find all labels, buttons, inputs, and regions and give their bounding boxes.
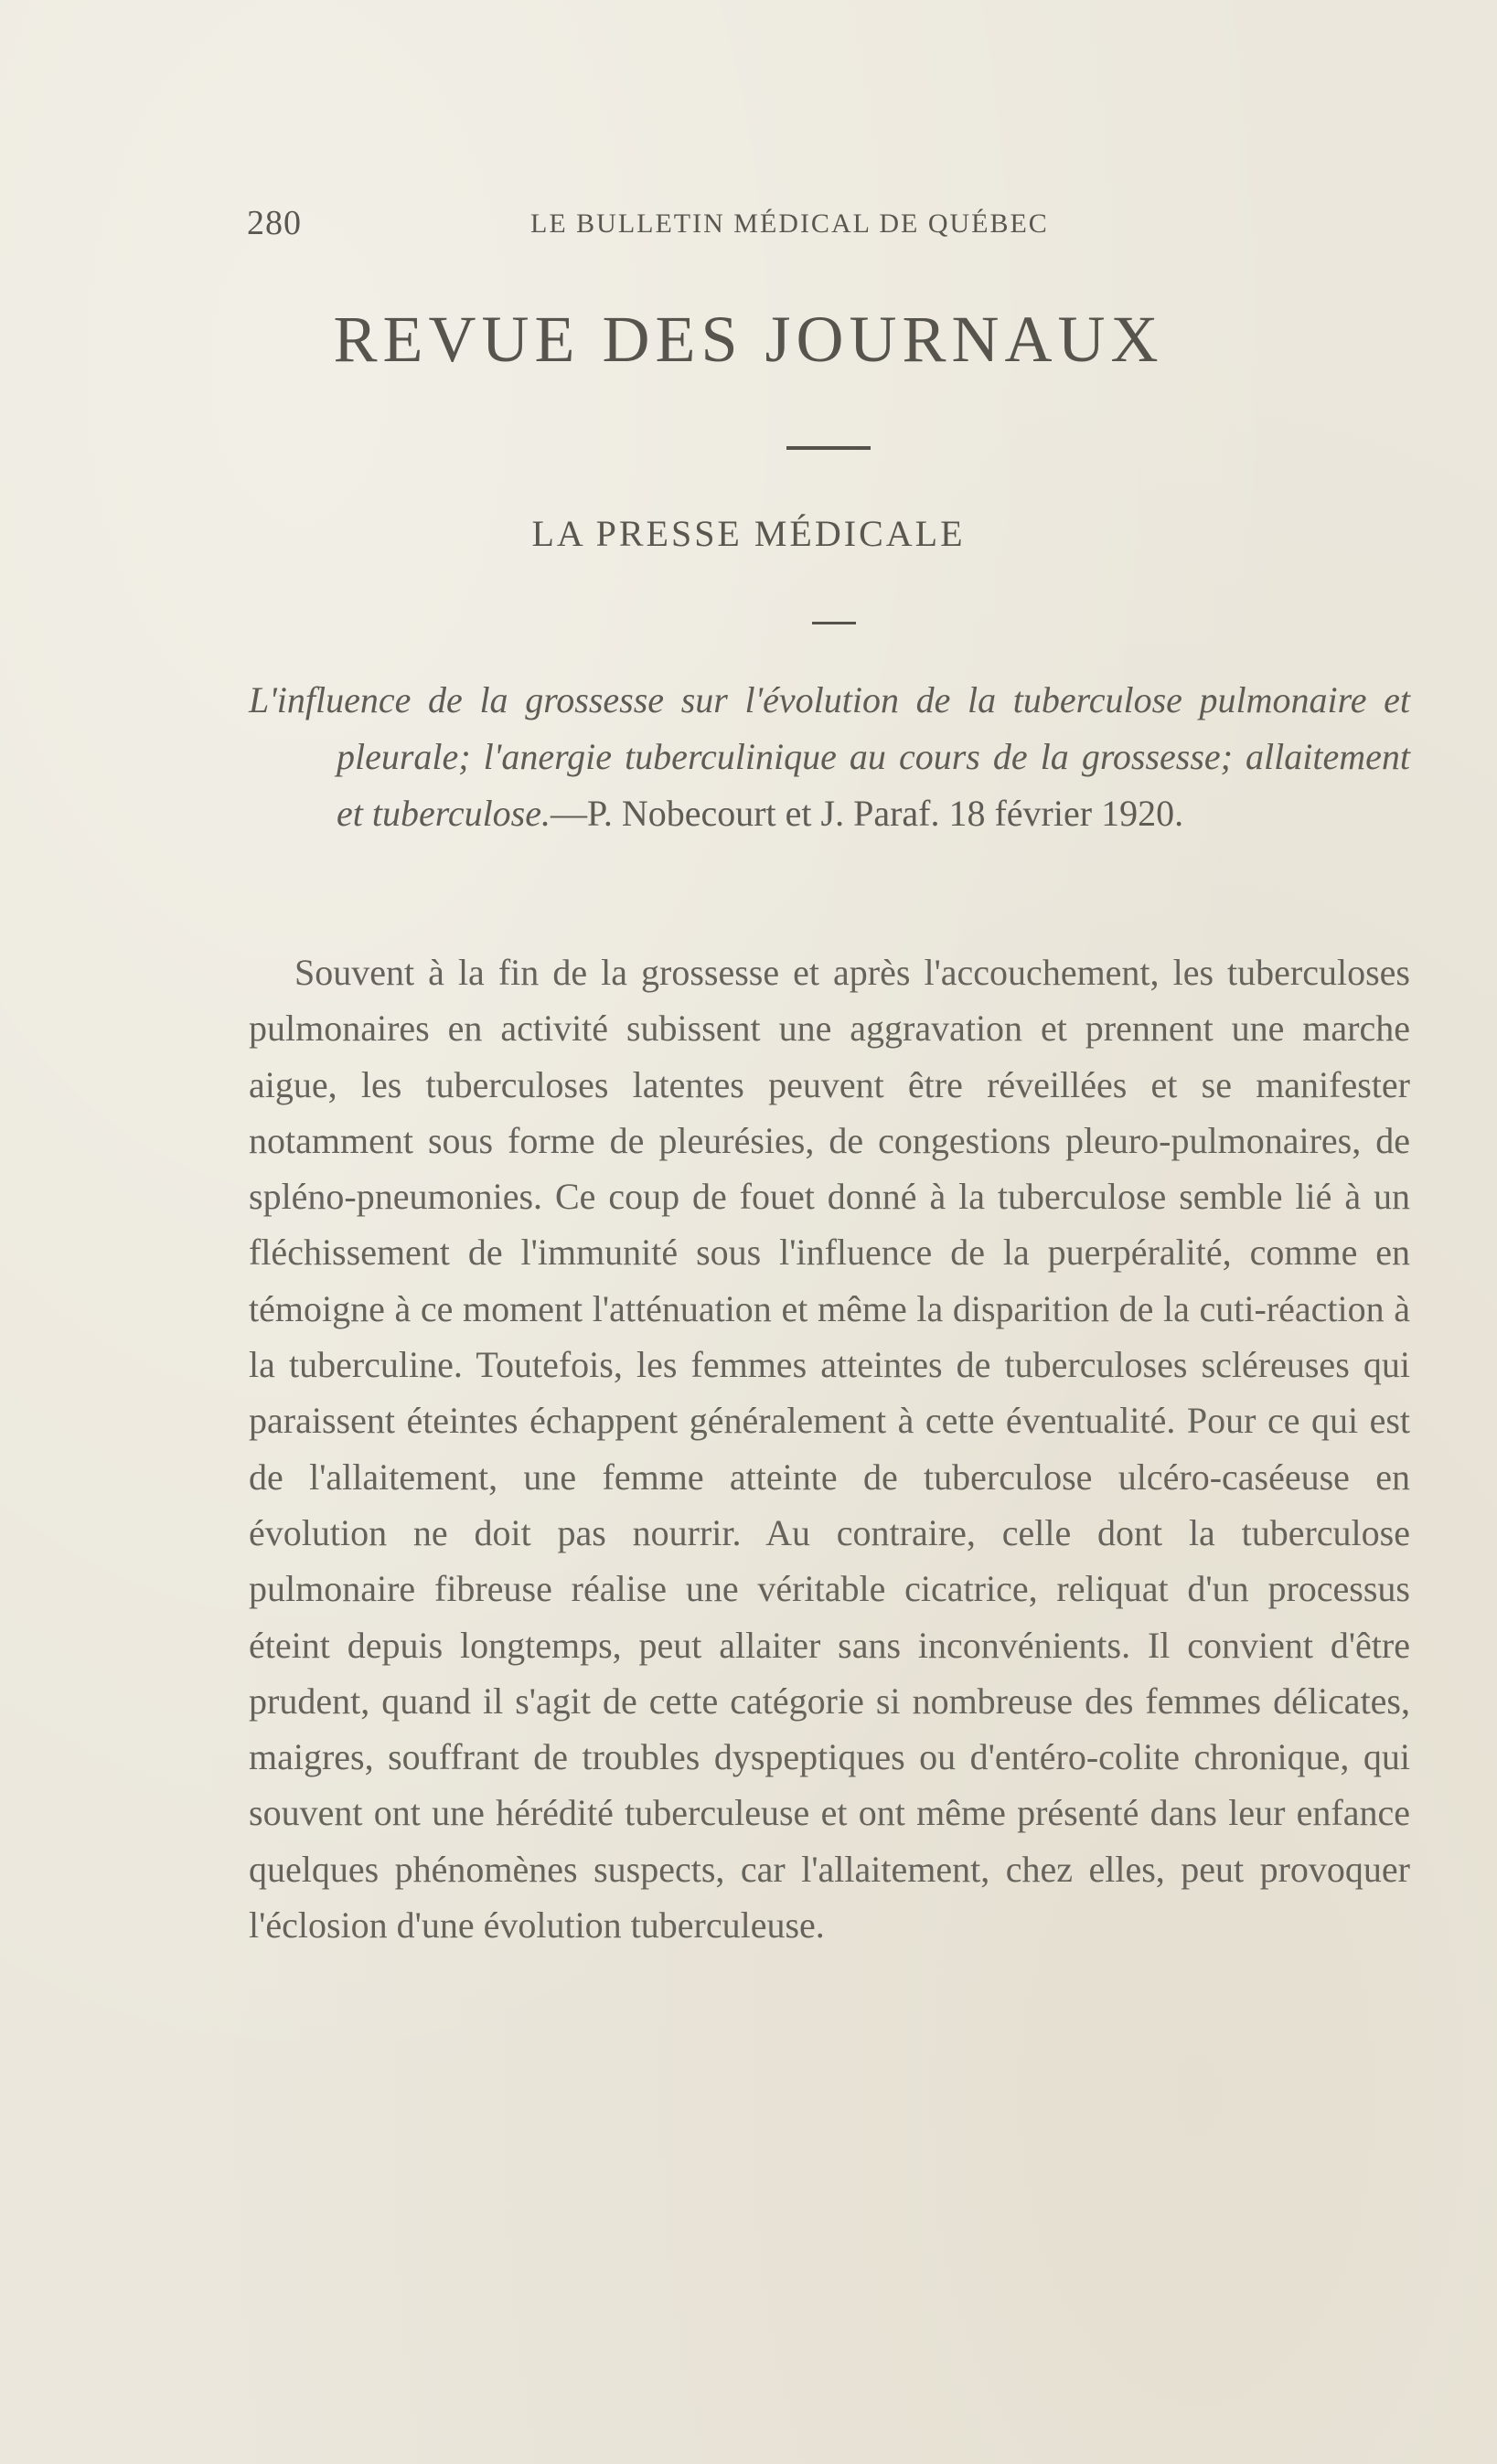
page-number: 280 bbox=[247, 204, 302, 242]
subsection-title: LA PRESSE MÉDICALE bbox=[531, 513, 966, 554]
article-byline: —P. Nobecourt et J. Paraf. 18 février 1920. bbox=[551, 793, 1184, 834]
article-heading-paragraph bbox=[249, 672, 1410, 842]
article-title: L'influence de la grossesse sur l'évolution de la tuberculose pulmonaire et pleurale; l'anergie tuberculinique au cours de la grossesse; allaitement et tuberculose. bbox=[249, 679, 1410, 834]
article-body bbox=[249, 944, 1410, 1953]
subsection-divider bbox=[812, 622, 856, 624]
running-head bbox=[247, 203, 1134, 249]
section-title: REVUE DES JOURNAUX bbox=[333, 303, 1164, 376]
article-body-paragraph: Souvent à la fin de la grossesse et après l'accouchement, les tuberculoses pulmonaires en activité subissent une aggravation et prennent une marche aigue, les tuberculoses latentes peuvent être réveillées et se manifester notamment sous forme de pleurésies, de congestions pleuro-pulmonaires, de spléno-pneumonies. Ce coup de fouet donné à la tuberculose semble lié à un fléchissement de l'immunité sous l'influence de la puerpéralité, comme en témoigne à ce moment l'atténuation et même la disparition de la cuti-réaction à la tuberculine. Toutefois, les femmes atteintes de tuberculoses scléreuses qui paraissent éteintes échappent généralement à cette éventualité. Pour ce qui est de l'allaitement, une femme atteinte de tuberculose ulcéro-caséeuse en évolution ne doit pas nourrir. Au contraire, celle dont la tuberculose pulmonaire fibreuse réalise une véritable cicatrice, reliquat d'un processus éteint depuis longtemps, peut allaiter sans inconvénients. Il convient d'être prudent, quand il s'agit de cette catégorie si nombreuse des femmes délicates, maigres, souffrant de troubles dyspeptiques ou d'entéro-colite chronique, qui souvent ont une hérédité tuberculeuse et ont même présenté dans leur enfance quelques phénomènes suspects, car l'allaitement, chez elles, peut provoquer l'éclosion d'une évolution tuberculeuse. bbox=[249, 952, 1410, 1947]
journal-name: LE BULLETIN MÉDICAL DE QUÉBEC bbox=[530, 208, 1049, 239]
article-heading bbox=[249, 672, 1410, 842]
title-divider bbox=[786, 446, 871, 450]
